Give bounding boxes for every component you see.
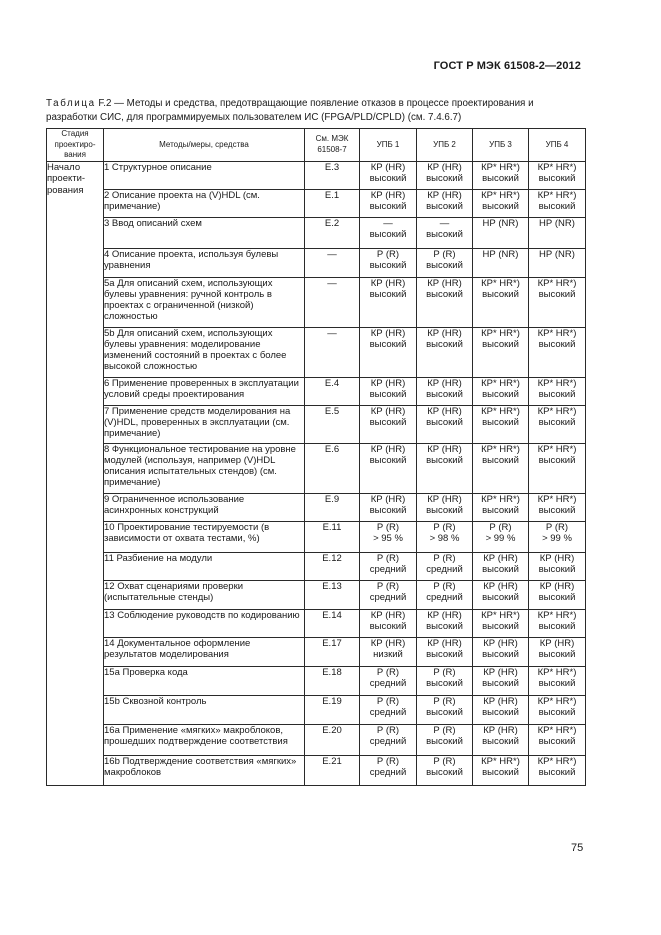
- sil4-cell: КР* HR*) высокий: [529, 161, 586, 189]
- table-row: [47, 217, 586, 248]
- sil2-cell: КР (HR) высокий: [417, 443, 473, 493]
- ref-cell: E.4: [305, 377, 360, 405]
- stage-cell: Начало проекти-рования: [47, 161, 104, 785]
- sil4-cell: КР* HR*) высокий: [529, 189, 586, 217]
- caption-text: — Методы и средства, предотвращающие появление отказов в процессе проектирования и разработки СИС, для программируемых пользователем ИС (FPGA/PLD/CPLD) (см. 7.4.6.7): [46, 98, 534, 123]
- method-cell: 14 Документальное оформление результатов моделирования: [104, 637, 305, 666]
- sil1-cell: Р (R) > 95 %: [360, 521, 417, 552]
- ref-cell: E.12: [305, 552, 360, 580]
- ref-cell: —: [305, 248, 360, 277]
- sil3-cell: КР* HR*) высокий: [473, 189, 529, 217]
- table-row: [47, 405, 586, 443]
- sil3-cell: КР* HR*) высокий: [473, 277, 529, 327]
- sil4-cell: КР* HR*) высокий: [529, 443, 586, 493]
- sil1-cell: КР (HR) высокий: [360, 443, 417, 493]
- sil3-cell: КР* HR*) высокий: [473, 493, 529, 521]
- sil1-cell: КР (HR) высокий: [360, 189, 417, 217]
- caption-number: F.2: [98, 98, 112, 109]
- sil4-cell: Р (R) > 99 %: [529, 521, 586, 552]
- method-cell: 15b Сквозной контроль: [104, 695, 305, 724]
- ref-cell: E.19: [305, 695, 360, 724]
- sil3-cell: КР* HR*) высокий: [473, 327, 529, 377]
- method-cell: 5а Для описаний схем, использующих булевы уравнения: ручной контроль в проектах с ограниченной (низкой) сложностью: [104, 277, 305, 327]
- sil4-cell: КР (HR) высокий: [529, 637, 586, 666]
- sil2-cell: КР (HR) высокий: [417, 377, 473, 405]
- sil3-cell: КР (HR) высокий: [473, 724, 529, 755]
- ref-cell: E.1: [305, 189, 360, 217]
- sil3-cell: КР (HR) высокий: [473, 666, 529, 695]
- method-cell: 6 Применение проверенных в эксплуатации условий среды проектирования: [104, 377, 305, 405]
- standard-designation: ГОСТ Р МЭК 61508-2—2012: [433, 60, 581, 72]
- sil2-cell: КР (HR) высокий: [417, 189, 473, 217]
- header-sil1: УПБ 1: [360, 129, 417, 162]
- header-ref: См. МЭК 61508-7: [305, 129, 360, 162]
- method-cell: 3 Ввод описаний схем: [104, 217, 305, 248]
- sil3-cell: КР* HR*) высокий: [473, 405, 529, 443]
- method-cell: 1 Структурное описание: [104, 161, 305, 189]
- table-header-row: [47, 129, 586, 162]
- sil4-cell: КР* HR*) высокий: [529, 493, 586, 521]
- header-stage: Стадия проектиро-вания: [47, 129, 104, 162]
- sil1-cell: Р (R) средний: [360, 666, 417, 695]
- sil2-cell: Р (R) высокий: [417, 755, 473, 785]
- sil4-cell: НР (NR): [529, 248, 586, 277]
- table-row: [47, 552, 586, 580]
- table-row: [47, 580, 586, 609]
- ref-cell: E.14: [305, 609, 360, 637]
- method-cell: 16а Применение «мягких» макроблоков, прошедших подтверждение соответствия: [104, 724, 305, 755]
- sil2-cell: Р (R) высокий: [417, 695, 473, 724]
- sil3-cell: КР* HR*) высокий: [473, 755, 529, 785]
- table-row: [47, 277, 586, 327]
- table-row: [47, 189, 586, 217]
- sil3-cell: НР (NR): [473, 217, 529, 248]
- sil1-cell: КР (HR) высокий: [360, 493, 417, 521]
- method-cell: 7 Применение средств моделирования на (V)HDL, проверенных в эксплуатации (см. примечание): [104, 405, 305, 443]
- method-cell: 15а Проверка кода: [104, 666, 305, 695]
- sil2-cell: Р (R) высокий: [417, 248, 473, 277]
- table-row: [47, 248, 586, 277]
- sil3-cell: КР* HR*) высокий: [473, 161, 529, 189]
- sil4-cell: КР* HR*) высокий: [529, 277, 586, 327]
- sil3-cell: КР (HR) высокий: [473, 580, 529, 609]
- method-cell: 2 Описание проекта на (V)HDL (см. примечание): [104, 189, 305, 217]
- method-cell: 13 Соблюдение руководств по кодированию: [104, 609, 305, 637]
- ref-cell: E.21: [305, 755, 360, 785]
- sil1-cell: КР (HR) высокий: [360, 277, 417, 327]
- header-methods: Методы/меры, средства: [104, 129, 305, 162]
- table-row: [47, 609, 586, 637]
- ref-cell: E.6: [305, 443, 360, 493]
- ref-cell: E.17: [305, 637, 360, 666]
- sil1-cell: КР (HR) высокий: [360, 405, 417, 443]
- sil4-cell: КР (HR) высокий: [529, 552, 586, 580]
- sil1-cell: КР (HR) низкий: [360, 637, 417, 666]
- table-row: [47, 443, 586, 493]
- header-sil4: УПБ 4: [529, 129, 586, 162]
- sil2-cell: КР (HR) высокий: [417, 405, 473, 443]
- sil2-cell: КР (HR) высокий: [417, 327, 473, 377]
- ref-cell: E.13: [305, 580, 360, 609]
- ref-cell: E.2: [305, 217, 360, 248]
- ref-cell: —: [305, 277, 360, 327]
- ref-cell: E.9: [305, 493, 360, 521]
- sil4-cell: КР* HR*) высокий: [529, 755, 586, 785]
- method-cell: 9 Ограниченное использование асинхронных конструкций: [104, 493, 305, 521]
- sil1-cell: Р (R) средний: [360, 755, 417, 785]
- sil1-cell: КР (HR) высокий: [360, 377, 417, 405]
- table-row: [47, 327, 586, 377]
- sil2-cell: КР (HR) высокий: [417, 609, 473, 637]
- caption-label: Таблица: [46, 98, 96, 109]
- table-row: [47, 666, 586, 695]
- page-number: 75: [571, 842, 584, 854]
- method-cell: 11 Разбиение на модули: [104, 552, 305, 580]
- sil3-cell: КР* HR*) высокий: [473, 377, 529, 405]
- sil4-cell: КР* HR*) высокий: [529, 724, 586, 755]
- sil3-cell: КР (HR) высокий: [473, 552, 529, 580]
- sil1-cell: Р (R) средний: [360, 695, 417, 724]
- sil4-cell: КР* HR*) высокий: [529, 609, 586, 637]
- sil4-cell: КР* HR*) высокий: [529, 666, 586, 695]
- sil3-cell: Р (R) > 99 %: [473, 521, 529, 552]
- sil4-cell: НР (NR): [529, 217, 586, 248]
- sil1-cell: КР (HR) высокий: [360, 609, 417, 637]
- method-cell: 8 Функциональное тестирование на уровне модулей (используя, например (V)HDL описания испытательных стендов) (см. примечание): [104, 443, 305, 493]
- sil4-cell: КР (HR) высокий: [529, 580, 586, 609]
- sil2-cell: КР (HR) высокий: [417, 493, 473, 521]
- ref-cell: E.20: [305, 724, 360, 755]
- sil1-cell: Р (R) средний: [360, 580, 417, 609]
- sil3-cell: КР* HR*) высокий: [473, 443, 529, 493]
- sil2-cell: — высокий: [417, 217, 473, 248]
- sil3-cell: КР (HR) высокий: [473, 637, 529, 666]
- sil4-cell: КР* HR*) высокий: [529, 405, 586, 443]
- header-sil2: УПБ 2: [417, 129, 473, 162]
- table-row: [47, 377, 586, 405]
- table-row: [47, 637, 586, 666]
- table-caption: [46, 97, 586, 124]
- table-row: [47, 493, 586, 521]
- ref-cell: E.5: [305, 405, 360, 443]
- sil2-cell: Р (R) средний: [417, 552, 473, 580]
- sil2-cell: Р (R) высокий: [417, 666, 473, 695]
- sil1-cell: Р (R) средний: [360, 724, 417, 755]
- header-sil3: УПБ 3: [473, 129, 529, 162]
- sil3-cell: КР (HR) высокий: [473, 695, 529, 724]
- sil3-cell: НР (NR): [473, 248, 529, 277]
- sil4-cell: КР* HR*) высокий: [529, 327, 586, 377]
- methods-table: [46, 128, 586, 786]
- sil2-cell: Р (R) > 98 %: [417, 521, 473, 552]
- sil4-cell: КР* HR*) высокий: [529, 695, 586, 724]
- sil3-cell: КР* HR*) высокий: [473, 609, 529, 637]
- sil1-cell: — высокий: [360, 217, 417, 248]
- method-cell: 12 Охват сценариями проверки (испытательные стенды): [104, 580, 305, 609]
- sil2-cell: КР (HR) высокий: [417, 637, 473, 666]
- method-cell: 16b Подтверждение соответствия «мягких» макроблоков: [104, 755, 305, 785]
- method-cell: 10 Проектирование тестируемости (в зависимости от охвата тестами, %): [104, 521, 305, 552]
- table-row: [47, 755, 586, 785]
- method-cell: 4 Описание проекта, используя булевы уравнения: [104, 248, 305, 277]
- ref-cell: E.11: [305, 521, 360, 552]
- sil2-cell: Р (R) средний: [417, 580, 473, 609]
- table-row: [47, 724, 586, 755]
- sil4-cell: КР* HR*) высокий: [529, 377, 586, 405]
- ref-cell: —: [305, 327, 360, 377]
- sil1-cell: Р (R) высокий: [360, 248, 417, 277]
- table-row: [47, 695, 586, 724]
- sil1-cell: КР (HR) высокий: [360, 161, 417, 189]
- sil2-cell: КР (HR) высокий: [417, 161, 473, 189]
- method-cell: 5b Для описаний схем, использующих булевы уравнения: моделирование изменений состояний в проектах с более высокой сложностью: [104, 327, 305, 377]
- sil2-cell: Р (R) высокий: [417, 724, 473, 755]
- ref-cell: E.3: [305, 161, 360, 189]
- table-row: [47, 161, 586, 189]
- sil1-cell: КР (HR) высокий: [360, 327, 417, 377]
- ref-cell: E.18: [305, 666, 360, 695]
- sil2-cell: КР (HR) высокий: [417, 277, 473, 327]
- sil1-cell: Р (R) средний: [360, 552, 417, 580]
- table-row: [47, 521, 586, 552]
